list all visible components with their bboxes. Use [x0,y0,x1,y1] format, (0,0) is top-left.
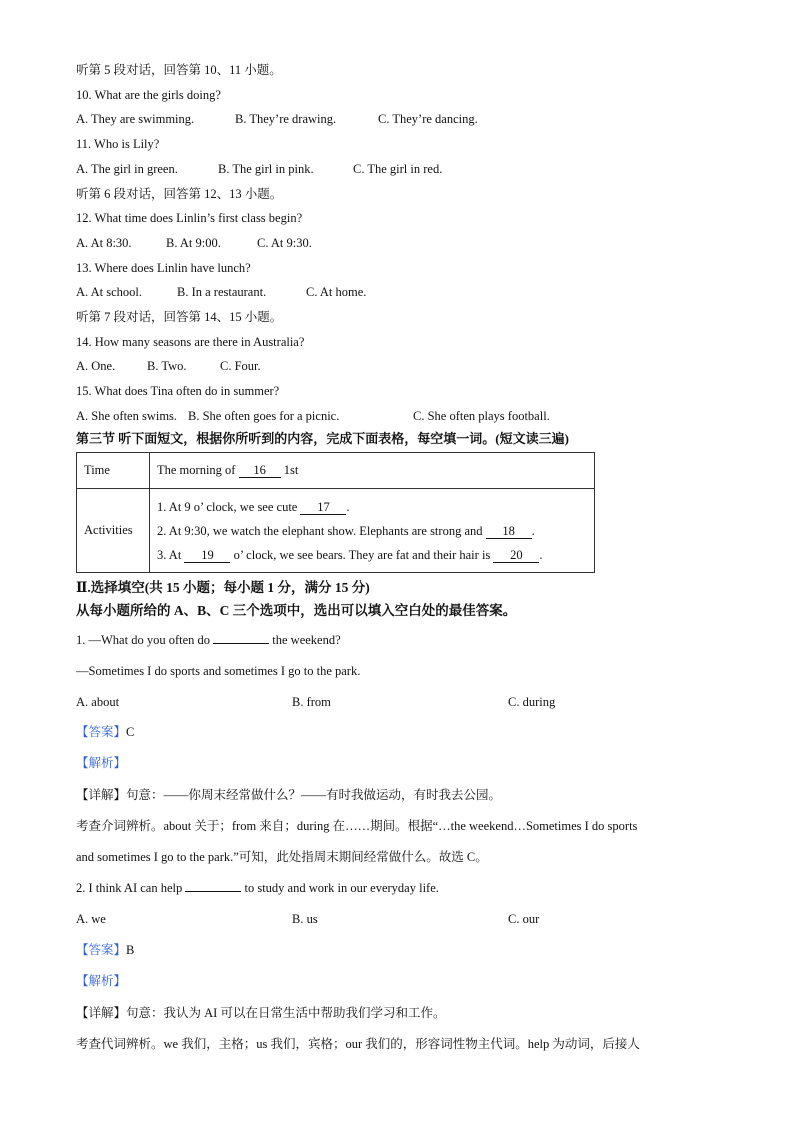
dialog6-heading: 听第 6 段对话，回答第 12、13 小题。 [76,187,283,201]
blank-16: 16 [239,463,281,478]
q1-detail-label: 【详解】 [76,788,127,802]
q14-question: 14. How many seasons are there in Australia? [76,335,305,349]
q1-analysis-label: 【解析】 [76,756,127,770]
q11-option-c: C. The girl in red. [353,162,443,176]
q1-detail [76,787,501,803]
activity-2-text: 2. At 9:30, we watch the elephant show. Elephants are strong and [157,523,483,538]
q1-question-start: 1. —What do you often do [76,633,211,647]
q13-option-c: C. At home. [306,285,367,299]
time-cell [150,453,595,489]
section3-heading: 第三节 听下面短文，根据你所听到的内容，完成下面表格，每空填一词。(短文读三遍) [76,431,569,446]
q1-blank [213,643,269,644]
q2-answer [76,942,134,958]
q1-answer [76,724,134,740]
q2-analysis-label: 【解析】 [76,974,127,988]
activity-1-text: 1. At 9 o’ clock, we see cute [157,499,298,514]
q13-option-b: B. In a restaurant. [177,285,267,299]
q2-option-a: A. we [76,912,106,926]
q13-option-a: A. At school. [76,285,142,299]
q2-option-b: B. us [292,912,318,926]
activity-3-text: 3. At [157,547,182,562]
q11-option-a: A. The girl in green. [76,162,178,176]
q10-option-b: B. They’re drawing. [235,112,337,126]
q1-option-a: A. about [76,695,120,709]
q12-question: 12. What time does Linlin’s first class begin? [76,211,303,225]
activities-label: Activities [77,489,150,573]
blank-19: 19 [184,548,230,563]
q2-detail [76,1005,445,1021]
listening-table [76,452,595,573]
activity-3 [157,543,587,567]
q15-option-c: C. She often plays football. [413,409,550,423]
q1-answer-value: C [126,725,135,739]
q1-answer-label: 【答案】 [76,725,127,739]
q1-detail-text: 句意：——你周末经常做什么？——有时我做运动，有时我去公园。 [126,788,502,802]
q12-option-c: C. At 9:30. [257,236,312,250]
q14-option-a: A. One. [76,359,116,373]
q11-option-b: B. The girl in pink. [218,162,314,176]
q15-option-a: A. She often swims. [76,409,178,423]
activity-3-mid: o’ clock, we see bears. They are fat and their hair is [233,547,491,562]
q2-explain-line1: 考查代词辨析。we 我们，主格；us 我们，宾格；our 我们的，形容词性物主代词。help 为动词，后接人 [76,1037,640,1051]
q1-reply: —Sometimes I do sports and sometimes I go to the park. [76,664,361,678]
q2-answer-label: 【答案】 [76,943,127,957]
time-suffix: 1st [283,463,299,477]
q14-option-c: C. Four. [220,359,261,373]
part2-instruction: 从每小题所给的 A、B、C 三个选项中，选出可以填入空白处的最佳答案。 [76,603,517,618]
q2-detail-text: 句意：我认为 AI 可以在日常生活中帮助我们学习和工作。 [126,1006,446,1020]
q2-question-end: to study and work in our everyday life. [244,881,439,895]
activity-3-end: . [539,547,543,562]
dialog5-heading: 听第 5 段对话，回答第 10、11 小题。 [76,63,282,77]
q1-question-end: the weekend? [272,633,341,647]
activity-1 [157,495,587,519]
q1-explain-line2: and sometimes I go to the park.”可知，此处指周末期间经常做什么。故选 C。 [76,850,488,864]
q12-option-a: A. At 8:30. [76,236,132,250]
time-label: Time [77,453,150,489]
q2-question [76,880,439,896]
q15-option-b: B. She often goes for a picnic. [188,409,340,423]
q2-question-start: 2. I think AI can help [76,881,183,895]
blank-20: 20 [493,548,539,563]
q2-option-c: C. our [508,912,540,926]
q2-blank [185,891,241,892]
q1-option-c: C. during [508,695,556,709]
q2-detail-label: 【详解】 [76,1006,127,1020]
time-prefix: The morning of [157,463,236,477]
q11-question: 11. Who is Lily? [76,137,160,151]
blank-17: 17 [300,500,346,515]
activity-1-end: . [346,499,350,514]
activity-2-end: . [531,523,535,538]
q12-option-b: B. At 9:00. [166,236,221,250]
q10-option-a: A. They are swimming. [76,112,195,126]
q1-explain-line1: 考查介词辨析。about 关于；from 来自；during 在……期间。根据“…the weekend…Sometimes I do sports [76,819,638,833]
q2-answer-value: B [126,943,135,957]
part2-heading: Ⅱ.选择填空(共 15 小题；每小题 1 分，满分 15 分) [76,580,370,595]
q1-question [76,632,341,648]
q13-question: 13. Where does Linlin have lunch? [76,261,251,275]
q15-question: 15. What does Tina often do in summer? [76,384,280,398]
q10-option-c: C. They’re dancing. [378,112,478,126]
q10-question: 10. What are the girls doing? [76,88,221,102]
blank-18: 18 [486,524,532,539]
dialog7-heading: 听第 7 段对话，回答第 14、15 小题。 [76,310,283,324]
q14-option-b: B. Two. [147,359,187,373]
activity-2 [157,519,587,543]
activities-cell [150,489,595,573]
q1-option-b: B. from [292,695,331,709]
